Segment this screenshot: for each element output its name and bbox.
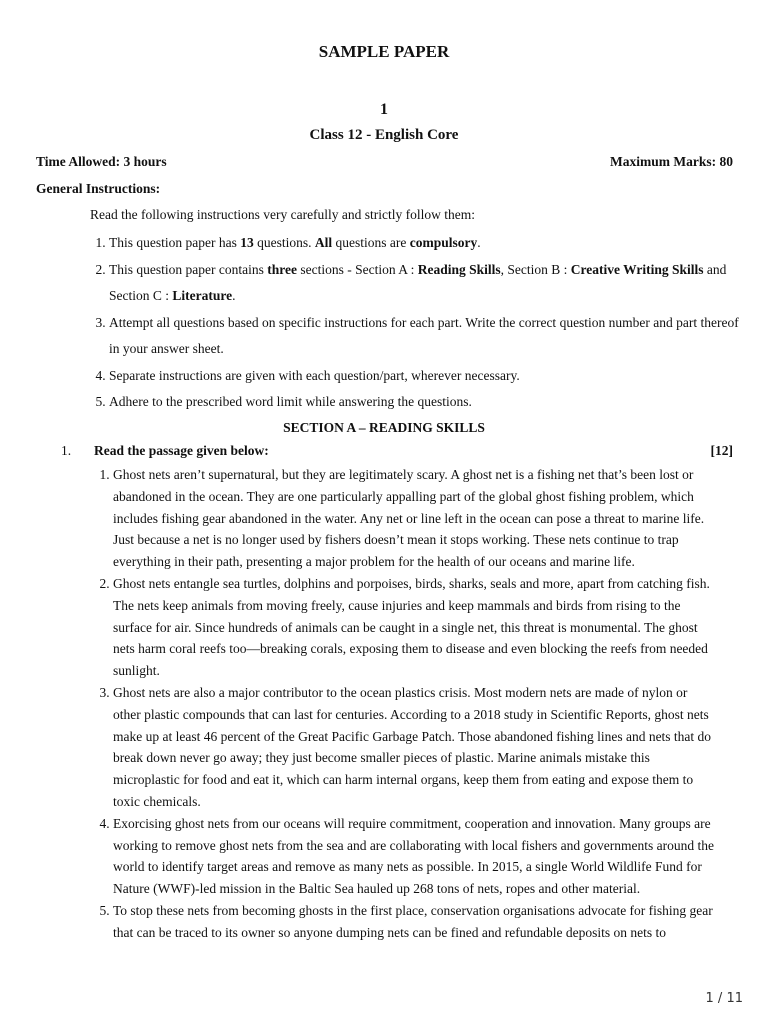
instruction-text: questions. bbox=[253, 235, 315, 250]
instruction-text: Adhere to the prescribed word limit while answering the questions. bbox=[109, 394, 472, 409]
instruction-item bbox=[109, 257, 749, 310]
passage-paragraph: 4. Exorcising ghost nets from our oceans will require commitment, cooperation and innovation. Many groups are working to remove ghost nets from the sea and are collaborating with local fishers and governments around the world to identify target areas and remove as many nets as possible. In 2015, a single World Wildlife Fund for Nature (WWF)-led mission in the Baltic Sea hauled up 268 tons of nets, ropes and other material. bbox=[113, 813, 715, 900]
instructions-list bbox=[95, 230, 749, 416]
instruction-text: questions are bbox=[332, 235, 410, 250]
instruction-bold-text: Literature bbox=[172, 288, 233, 303]
instruction-bold-text: three bbox=[267, 261, 297, 277]
instruction-text: . bbox=[232, 288, 236, 303]
class-subject-line: Class 12 - English Core bbox=[309, 127, 459, 143]
instruction-item bbox=[109, 389, 749, 416]
question-marks: [12] bbox=[710, 443, 733, 458]
paper-number: 1 bbox=[380, 101, 388, 118]
instruction-bold-text: compulsory bbox=[409, 235, 478, 250]
passage-paragraph: 3. Ghost nets are also a major contributor to the ocean plastics crisis. Most modern nets are made of nylon or other plastic compounds that can last for centuries. According to a 2018 study in Scientific Reports, ghost nets make up at least 46 percent of the Great Pacific Garbage Patch. Those abandoned fishing lines and nets that do break down never go away; they just become smaller pieces of plastic. Marine animals mistake this microplastic for food and eat it, which can harm internal organs, keep them from eating and expose them to toxic chemicals. bbox=[113, 682, 715, 813]
passage-paragraphs bbox=[98, 464, 715, 944]
general-instructions-heading: General Instructions: bbox=[36, 181, 161, 196]
instruction-item bbox=[109, 230, 749, 257]
instruction-bold-text: 13 bbox=[240, 235, 254, 250]
time-marks-row bbox=[36, 153, 733, 171]
instruction-text: Attempt all questions based on specific instructions for each part. Write the correct question number and part thereof in your answer sheet. bbox=[109, 314, 739, 356]
question-number: 1. bbox=[61, 443, 72, 458]
passage-paragraph: 1. Ghost nets aren’t supernatural, but they are legitimately scary. A ghost net is a fishing net that’s been lost or abandoned in the ocean. They are one particularly appalling part of the global ghost fishing problem, which includes fishing gear abandoned in the water. Any net or line left in the ocean can pose a threat to marine life. Just because a net is no longer used by fishers doesn’t mean it stops working. These nets continue to trap everything in their path, presenting a major problem for the health of our oceans and marine life. bbox=[113, 464, 715, 573]
maximum-marks: Maximum Marks: 80 bbox=[610, 154, 733, 169]
instruction-item bbox=[109, 363, 749, 390]
instruction-bold-text: Creative Writing Skills bbox=[570, 261, 704, 277]
page-indicator: 1 / 11 bbox=[705, 991, 743, 1006]
instruction-text: Separate instructions are given with each question/part, wherever necessary. bbox=[109, 367, 520, 383]
instruction-text: , Section B : bbox=[500, 261, 571, 277]
instructions-intro: Read the following instructions very carefully and strictly follow them: bbox=[90, 207, 476, 222]
time-allowed: Time Allowed: 3 hours bbox=[36, 154, 167, 169]
document-title: SAMPLE PAPER bbox=[318, 42, 450, 61]
section-a-heading: SECTION A – READING SKILLS bbox=[283, 420, 485, 435]
instruction-text: This question paper contains bbox=[109, 261, 268, 277]
passage-paragraph: 2. Ghost nets entangle sea turtles, dolphins and porpoises, birds, sharks, seals and more, apart from catching fish. The nets keep animals from moving freely, cause injuries and keep mammals and birds from rising to the surface for air. Since hundreds of animals can be caught in a single net, this threat is monumental. The ghost nets harm coral reefs too—breaking corals, exposing them to disease and even blocking the reefs from needed sunlight. bbox=[113, 573, 715, 682]
instruction-text: sections - Section A : bbox=[296, 261, 418, 277]
instruction-text: This question paper has bbox=[109, 235, 241, 250]
instruction-item bbox=[109, 310, 749, 363]
instruction-text: . bbox=[477, 235, 481, 250]
question-text: Read the passage given below: bbox=[94, 443, 269, 458]
instruction-bold-text: Reading Skills bbox=[417, 261, 501, 277]
passage-paragraph: 5. To stop these nets from becoming ghosts in the first place, conservation organisations advocate for fishing gear that can be traced to its owner so anyone dumping nets can be fined and refundable deposits on nets to bbox=[113, 900, 715, 944]
instruction-bold-text: All bbox=[314, 235, 333, 250]
instruction-text: and Section C : bbox=[109, 261, 727, 303]
